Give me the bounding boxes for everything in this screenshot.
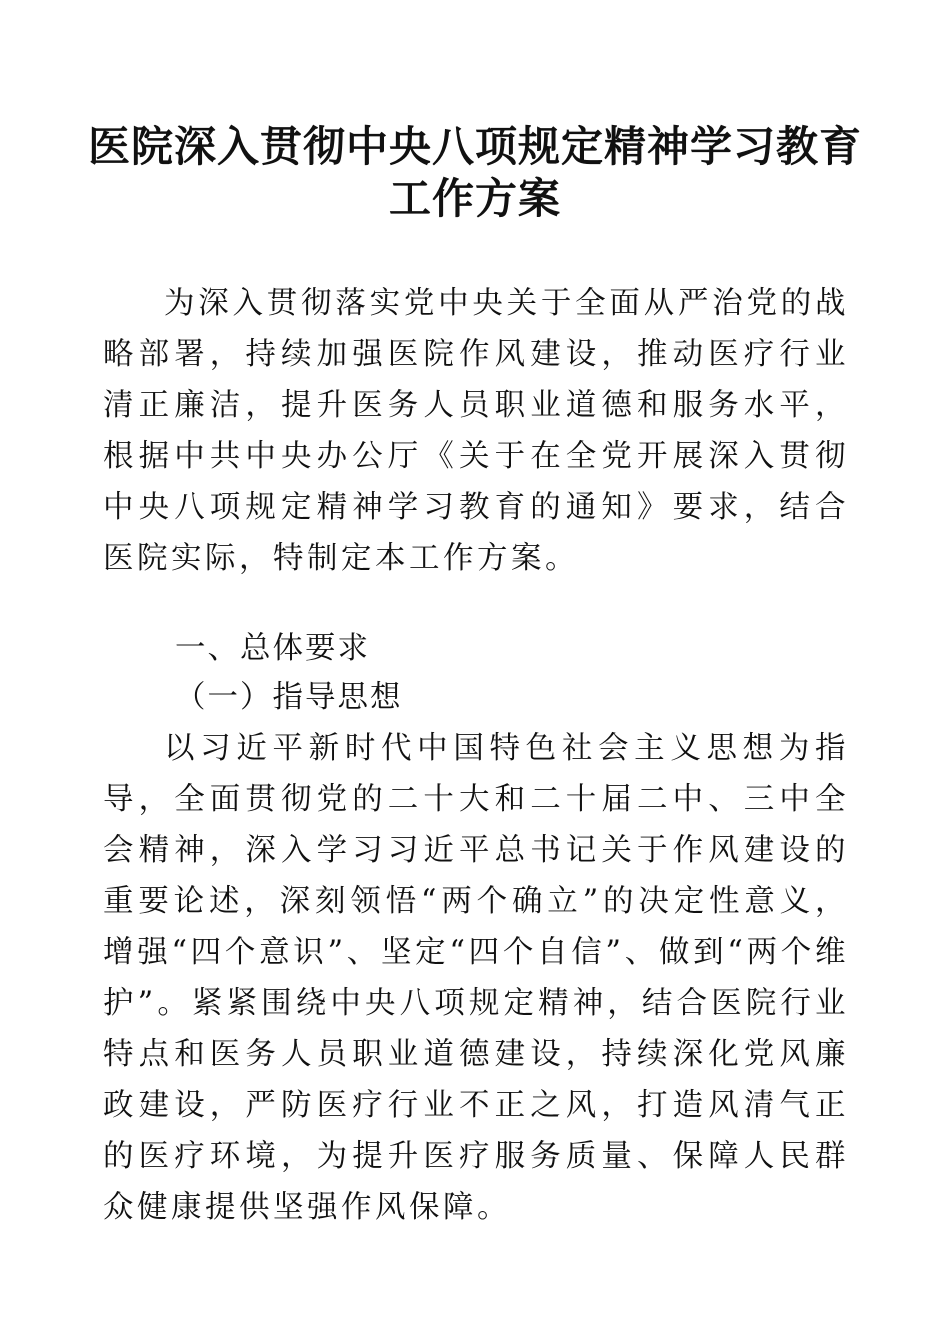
guiding-ideology-paragraph: 以习近平新时代中国特色社会主义思想为指导，全面贯彻党的二十大和二十届二中、三中全会精神，深入学习习近平总书记关于作风建设的重要论述，深刻领悟“两个确立”的决定性意义，增强“四个意识”、坚定“四个自信”、做到“两个维护”。紧紧围绕中央八项规定精神，结合医院行业特点和医务人员职业道德建设，持续深化党风廉政建设，严防医疗行业不正之风，打造风清气正的医疗环境，为提升医疗服务质量、保障人民群众健康提供坚强作风保障。 [103, 731, 849, 1225]
section-heading: 一、总体要求 [175, 631, 370, 666]
document-title-line2: 工作方案 [388, 174, 561, 223]
document-title-line1: 医院深入贯彻中央八项规定精神学习教育 [87, 122, 862, 171]
intro-paragraph: 为深入贯彻落实党中央关于全面从严治党的战略部署，持续加强医院作风建设，推动医疗行业清正廉洁，提升医务人员职业道德和服务水平，根据中共中央办公厅《关于在全党开展深入贯彻中央八项规定精神学习教育的通知》要求，结合医院实际，特制定本工作方案。 [103, 286, 849, 576]
subsection-heading: （一）指导思想 [175, 680, 403, 715]
